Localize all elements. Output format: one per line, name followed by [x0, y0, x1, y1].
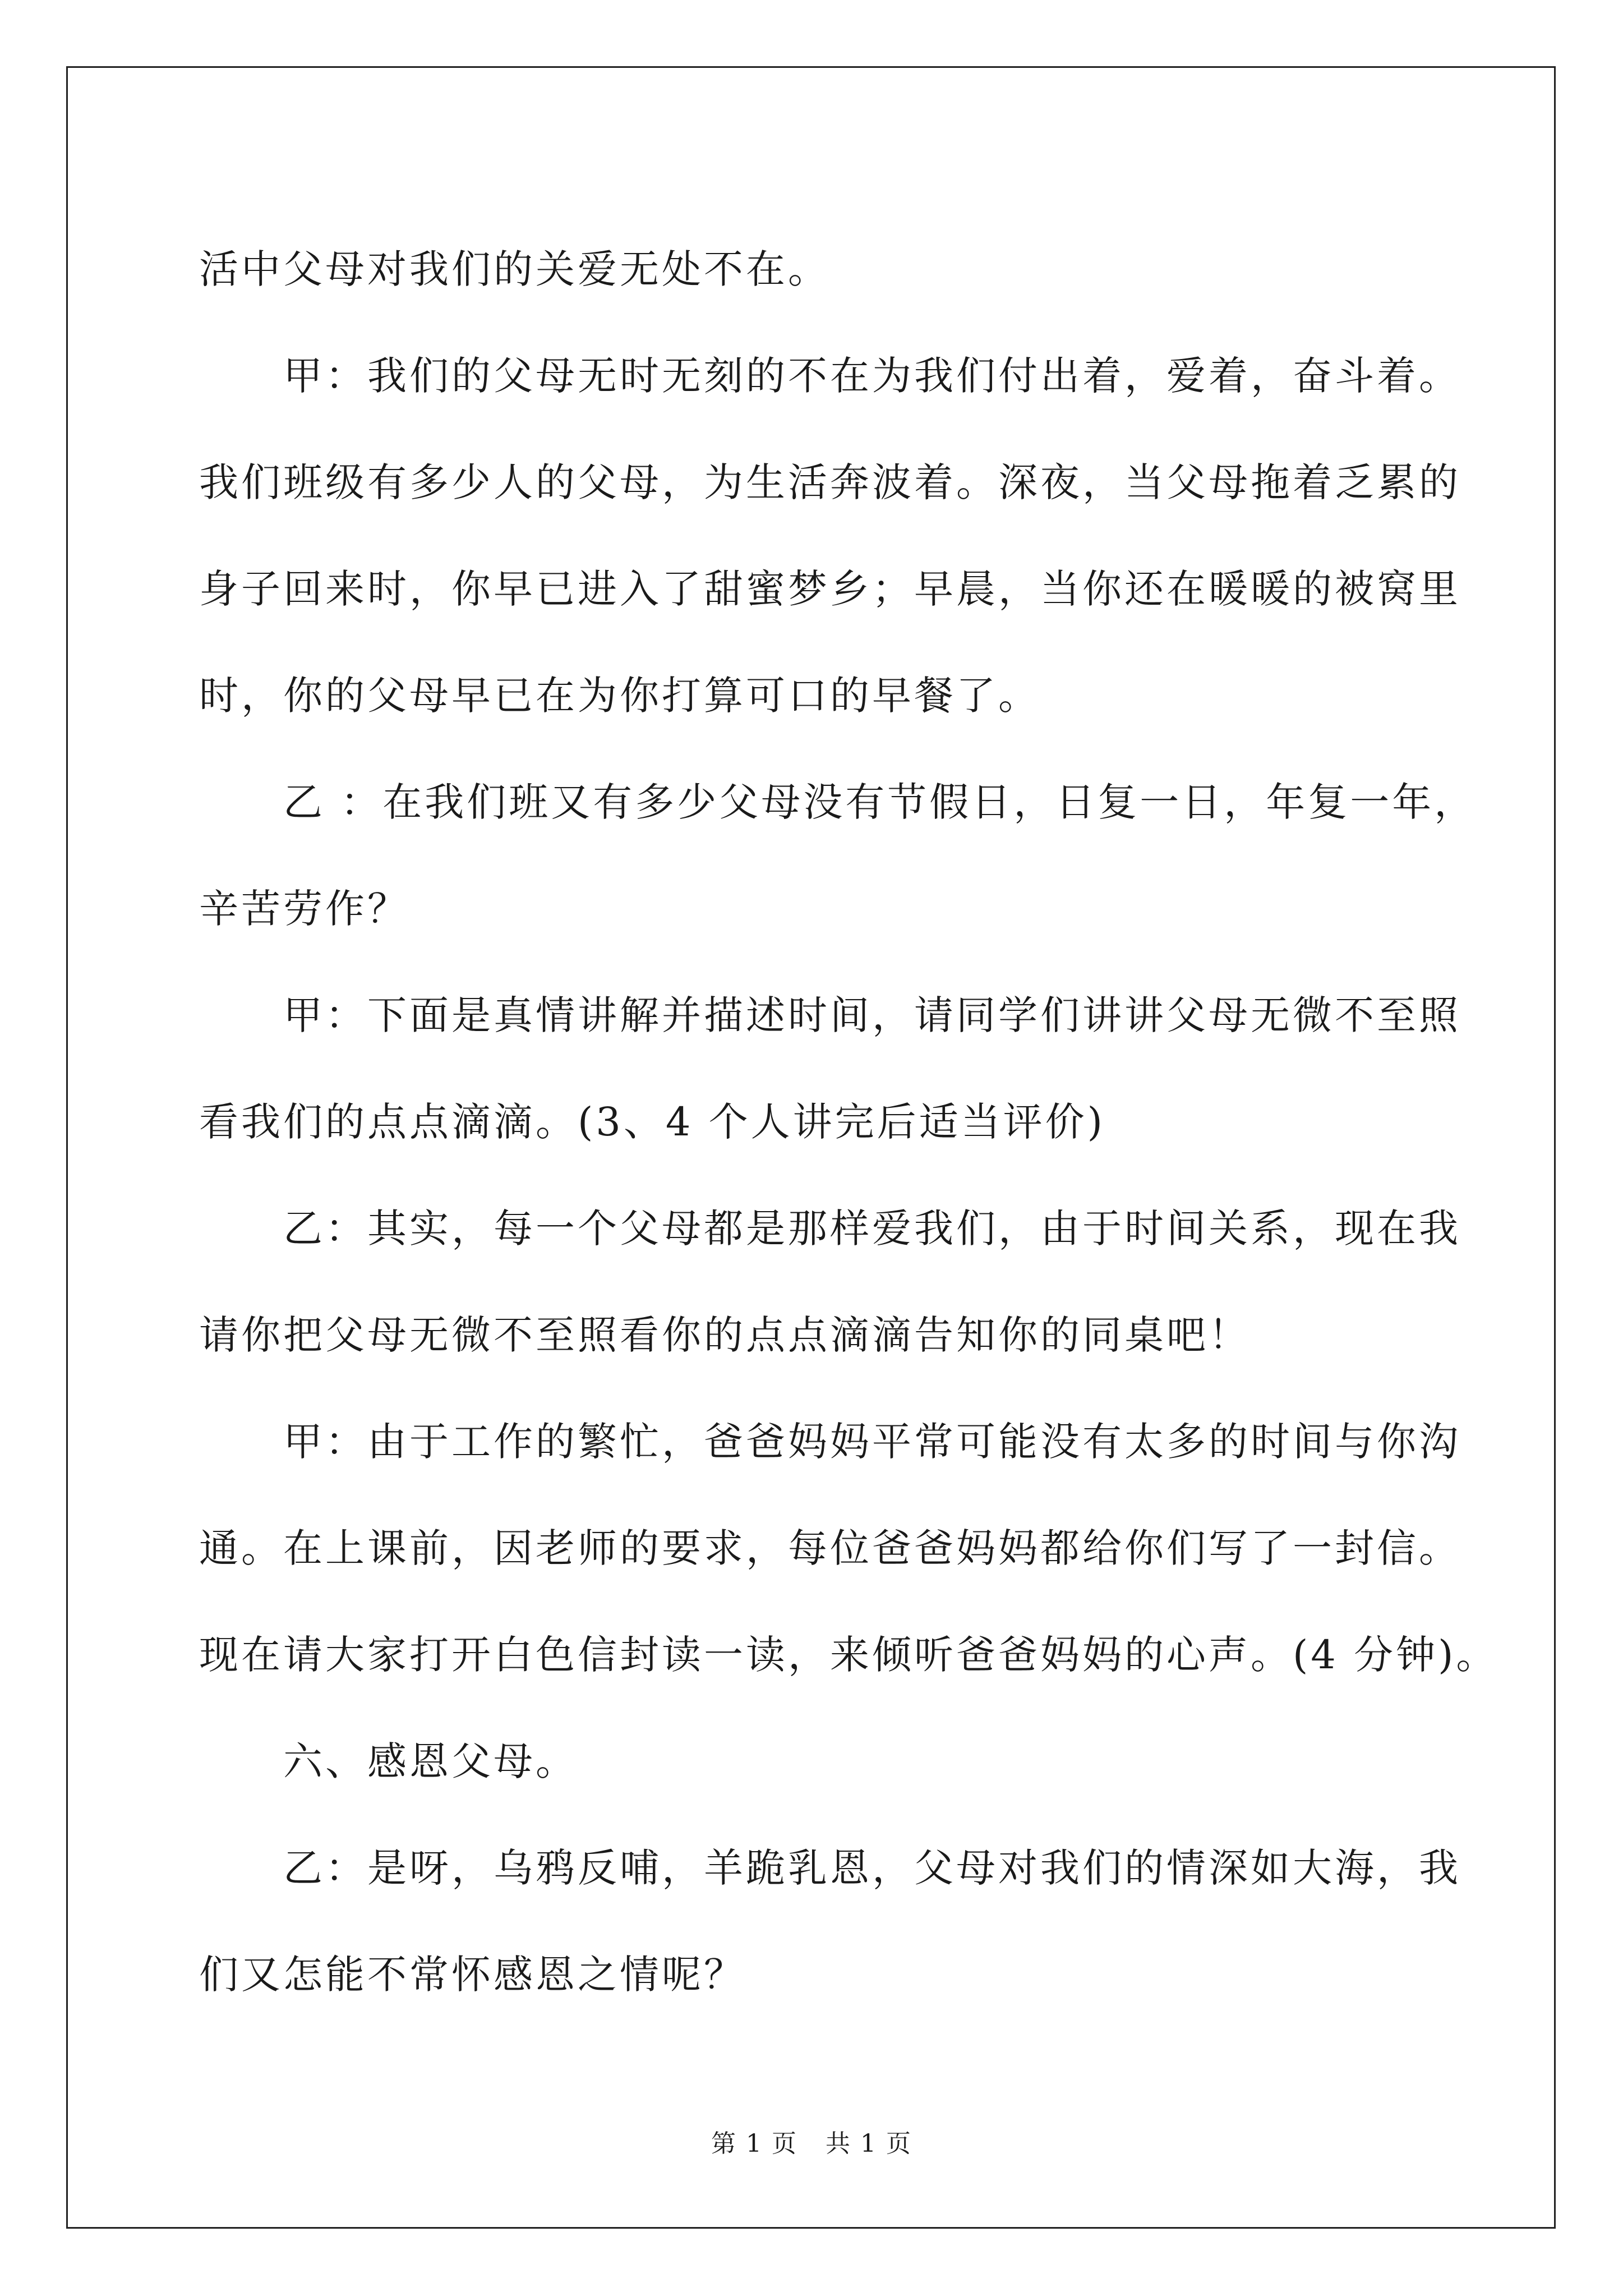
text-line: 请你把父母无微不至照看你的点点滴滴告知你的同桌吧！	[199, 1312, 1251, 1358]
text-line: 辛苦劳作？	[199, 886, 409, 932]
page-footer	[0, 2127, 1623, 2161]
text-line: 甲：我们的父母无时无刻的不在为我们付出着，爱着，奋斗着。	[283, 353, 1461, 399]
text-line: 我们班级有多少人的父母，为生活奔波着。深夜，当父母拖着乏累的	[199, 459, 1461, 505]
text-line: 甲：下面是真情讲解并描述时间，请同学们讲讲父母无微不至照	[283, 992, 1461, 1038]
text-line: 六、感恩父母。	[283, 1738, 578, 1784]
text-line: 现在请大家打开白色信封读一读，来倾听爸爸妈妈的心声。(4 分钟)。	[199, 1632, 1498, 1678]
text-line: 通。在上课前，因老师的要求，每位爸爸妈妈都给你们写了一封信。	[199, 1525, 1461, 1571]
text-line: 乙：是呀，乌鸦反哺，羊跪乳恩，父母对我们的情深如大海，我	[283, 1845, 1461, 1891]
page-total: 共 1 页	[826, 2129, 912, 2158]
text-line: 活中父母对我们的关爱无处不在。	[199, 246, 830, 292]
text-line: 乙 ：在我们班又有多少父母没有节假日，日复一日，年复一年，	[283, 779, 1477, 825]
page-number: 第 1 页	[711, 2129, 797, 2158]
text-line: 甲：由于工作的繁忙，爸爸妈妈平常可能没有太多的时间与你沟	[283, 1419, 1461, 1465]
text-line: 看我们的点点滴滴。(3、4 个人讲完后适当评价)	[199, 1099, 1105, 1145]
text-line: 时，你的父母早已在为你打算可口的早餐了。	[199, 673, 1040, 719]
document-body	[199, 216, 1498, 2028]
text-line: 乙：其实，每一个父母都是那样爱我们，由于时间关系，现在我	[283, 1205, 1461, 1251]
text-line: 身子回来时，你早已进入了甜蜜梦乡；早晨，当你还在暖暖的被窝里	[199, 566, 1461, 612]
text-line: 们又怎能不常怀感恩之情呢？	[199, 1952, 746, 1998]
